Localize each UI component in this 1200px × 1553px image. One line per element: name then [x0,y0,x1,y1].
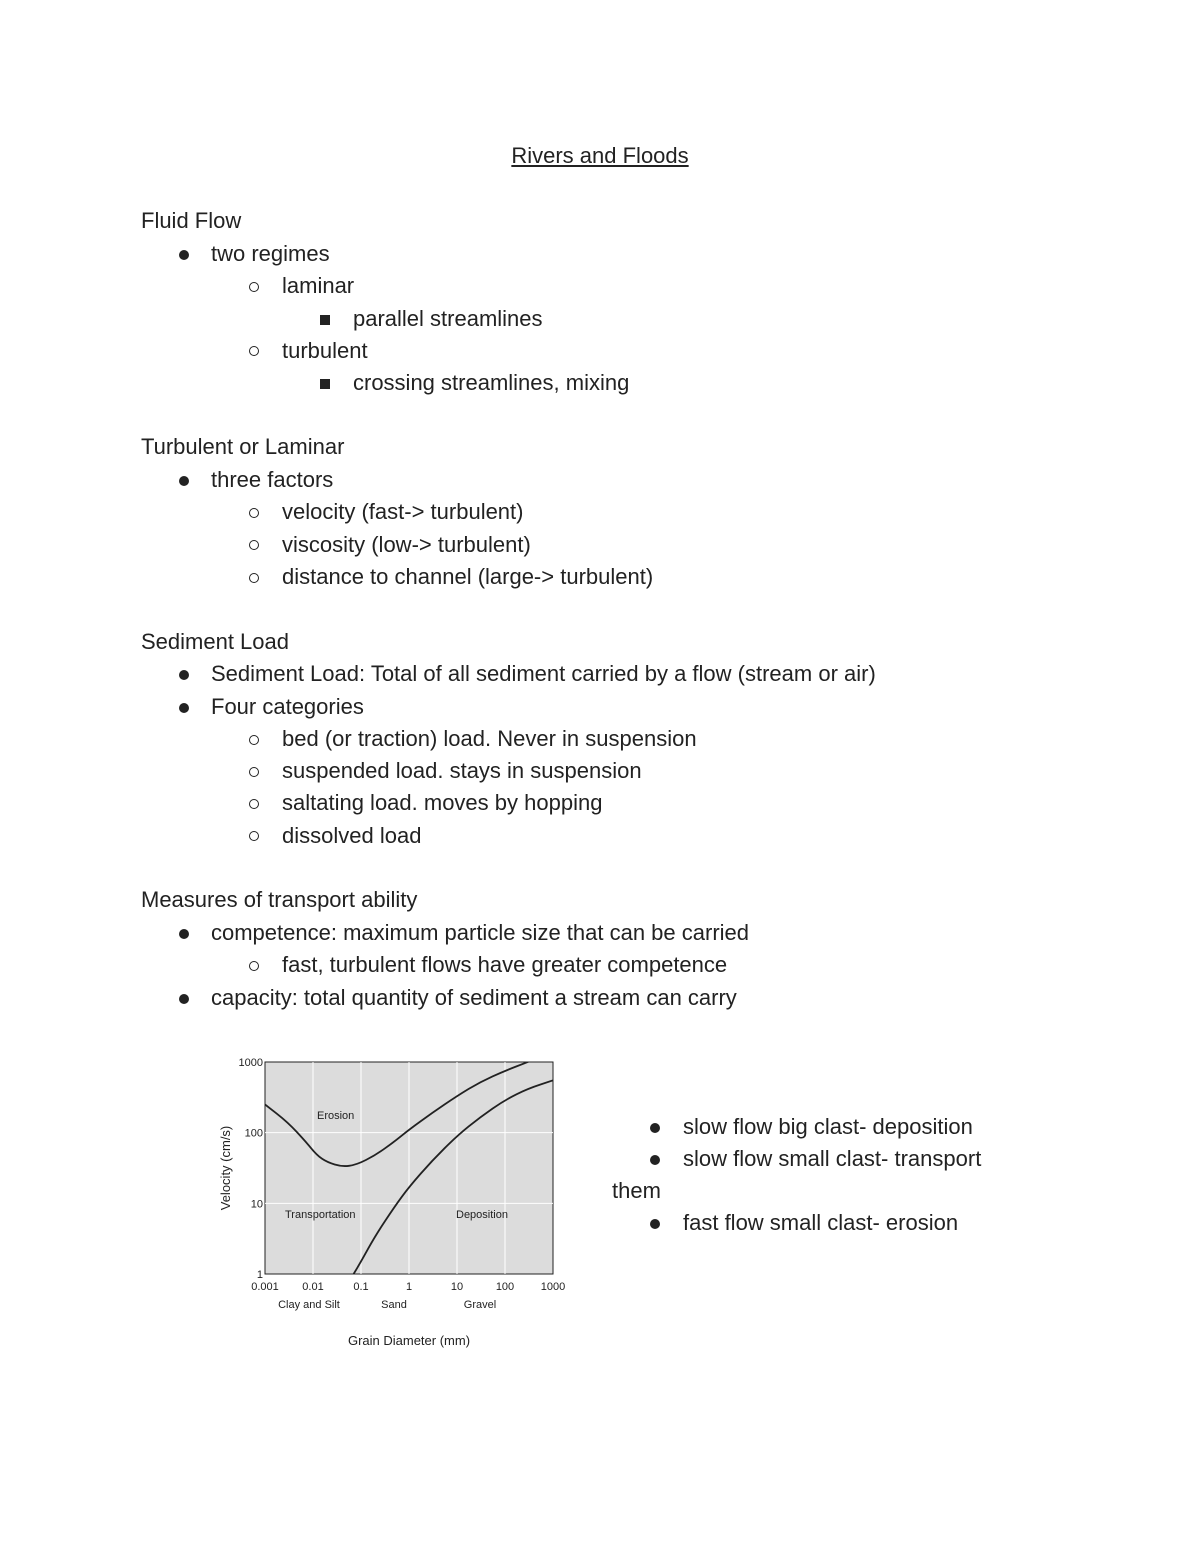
x-tick-label: 1000 [540,1281,566,1293]
y-tick-label: 10 [250,1198,263,1211]
note-item-wrap: them [612,1178,661,1203]
circle-bullet-icon [249,735,259,745]
x-tick-label: 100 [495,1281,515,1293]
bullet-icon [179,250,189,260]
circle-bullet-icon [249,540,259,550]
list-item: laminar [282,273,355,298]
square-bullet-icon [320,379,330,389]
note-item: slow flow big clast- deposition [683,1114,973,1139]
y-tick-label: 100 [244,1127,263,1140]
list-item: velocity (fast-> turbulent) [282,499,524,524]
bullet-icon [650,1155,660,1165]
note-item: slow flow small clast- transport [683,1146,982,1171]
circle-bullet-icon [249,767,259,777]
square-bullet-icon [320,315,330,325]
x-tick-label: 0.1 [353,1281,369,1293]
circle-bullet-icon [249,961,259,971]
note-item: fast flow small clast- erosion [683,1210,959,1235]
circle-bullet-icon [249,282,259,292]
list-item: fast, turbulent flows have greater competence [282,952,728,977]
list-item: crossing streamlines, mixing [353,370,630,395]
y-tick-label: 1000 [238,1057,263,1069]
list-item: dissolved load [282,823,422,848]
y-axis-label: Velocity (cm/s) [218,1125,233,1211]
hjulstrom-chart [205,1045,585,1355]
size-class-sand: Sand [381,1299,407,1311]
circle-bullet-icon [249,831,259,841]
list-item: distance to channel (large-> turbulent) [282,564,654,589]
list-item: three factors [211,467,334,492]
circle-bullet-icon [249,508,259,518]
list-item: parallel streamlines [353,306,543,331]
list-item: saltating load. moves by hopping [282,790,603,815]
section-heading: Turbulent or Laminar [141,434,345,459]
bullet-icon [179,703,189,713]
bullet-icon [650,1219,660,1229]
list-item: two regimes [211,241,330,266]
bullet-icon [179,670,189,680]
size-class-clay-silt: Clay and Silt [278,1299,340,1311]
section-heading: Sediment Load [141,629,289,654]
list-item: Sediment Load: Total of all sediment carried by a flow (stream or air) [211,661,876,686]
bullet-icon [179,929,189,939]
region-label-deposition: Deposition [456,1209,508,1221]
bullet-icon [179,994,189,1004]
bullet-icon [179,476,189,486]
region-label-transportation: Transportation [285,1209,356,1221]
circle-bullet-icon [249,799,259,809]
y-tick-label: 1 [256,1269,263,1281]
list-item: Four categories [211,694,364,719]
region-label-erosion: Erosion [317,1110,355,1122]
list-item: capacity: total quantity of sediment a stream can carry [211,985,737,1010]
circle-bullet-icon [249,346,259,356]
x-axis-label: Grain Diameter (mm) [347,1333,471,1348]
x-tick-label: 1 [405,1281,413,1293]
page-title: Rivers and Floods [511,143,689,168]
list-item: turbulent [282,338,368,363]
x-tick-label: 0.01 [302,1281,324,1293]
y-tick-labels [239,1057,263,1281]
x-tick-labels [251,1281,565,1293]
circle-bullet-icon [249,573,259,583]
section-heading: Measures of transport ability [141,887,418,912]
list-item: bed (or traction) load. Never in suspension [282,726,697,751]
list-item: viscosity (low-> turbulent) [282,532,531,557]
bullet-icon [650,1123,660,1133]
x-tick-label: 10 [450,1281,464,1293]
size-class-gravel: Gravel [463,1299,497,1311]
section-heading: Fluid Flow [141,208,242,233]
x-tick-label: 0.001 [251,1281,279,1293]
list-item: competence: maximum particle size that can be carried [211,920,750,945]
list-item: suspended load. stays in suspension [282,758,642,783]
